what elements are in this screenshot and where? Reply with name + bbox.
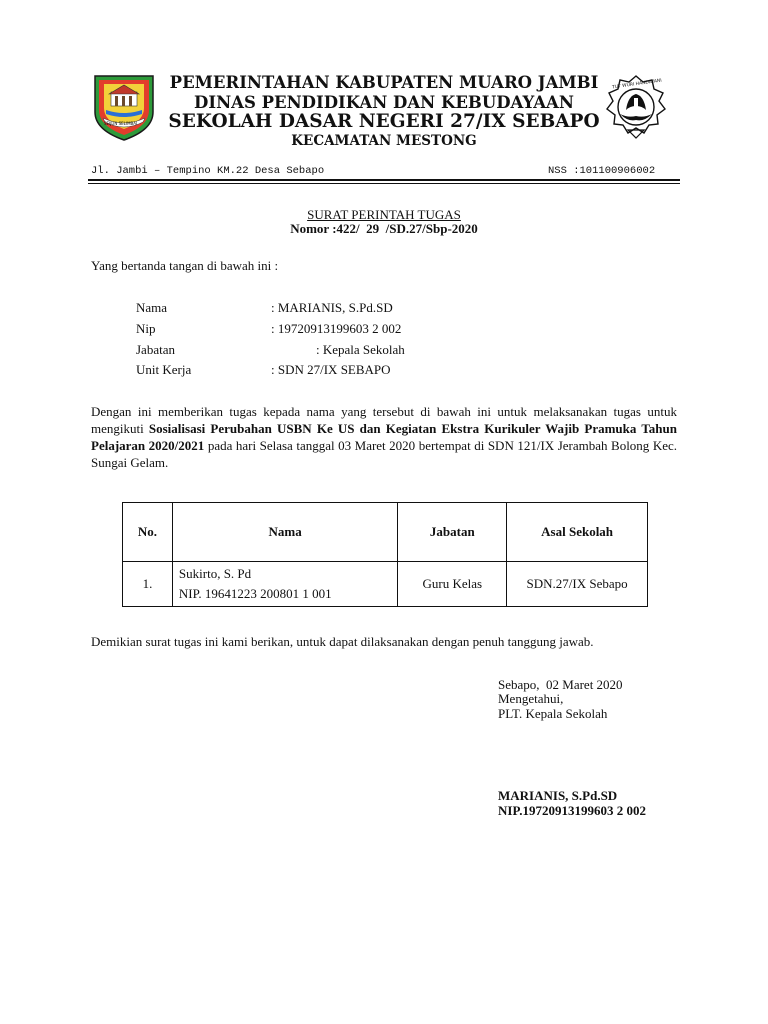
signer-nip-value: : 19720913199603 2 002 (271, 321, 402, 336)
signature-nip: NIP.19720913199603 2 002 (498, 803, 646, 818)
row-no: 1. (123, 562, 173, 607)
assignment-paragraph (91, 403, 677, 471)
letter-number: Nomor :422/ 29 /SD.27/Sbp-2020 (290, 221, 478, 236)
signature-place-date: Sebapo, 02 Maret 2020 (498, 677, 623, 692)
signer-position-label: Jabatan (136, 342, 175, 357)
closing-text: Demikian surat tugas ini kami berikan, untuk dapat dilaksanakan dengan penuh tanggung jawab. (91, 634, 594, 649)
letterhead-school-name: SEKOLAH DASAR NEGERI 27/IX SEBAPO (168, 111, 600, 132)
tut-wuri-handayani-ribbon-text: TUT WURI HANDAYANI (611, 78, 663, 91)
row-nama: Sukirto, S. Pd (178, 566, 252, 581)
header-no: No. (123, 503, 173, 562)
signer-name-label: Nama (136, 300, 168, 315)
regency-logo-ribbon-text: SEIJUN SELIMBAI (104, 121, 138, 126)
row-asal-sekolah: SDN.27/IX Sebapo (507, 562, 648, 607)
assignment-text-start: Dengan ini memberikan tugas kepada nama yang tersebut di bawah ini untuk melaksanakan tugas untuk mengikuti (91, 404, 677, 436)
row-nip: NIP. 19641223 200801 1 001 (178, 586, 332, 601)
header-jabatan: Jabatan (398, 503, 507, 562)
signer-unit-label: Unit Kerja (136, 362, 192, 377)
letterhead-rule-thick (88, 179, 680, 181)
intro-text: Yang bertanda tangan di bawah ini : (91, 258, 279, 273)
school-nss: NSS :101100906002 (548, 165, 656, 177)
school-address: Jl. Jambi – Tempino KM.22 Desa Sebapo (91, 165, 325, 177)
assignment-event-name: Sosialisasi Perubahan USBN Ke US dan Kegiatan Ekstra Kurikuler Wajib Pramuka Tahun Pelajaran 2020/2021 (91, 421, 677, 453)
letterhead-government: PEMERINTAHAN KABUPATEN MUARO JAMBI (169, 73, 599, 92)
row-nama-cell (172, 562, 398, 607)
signature-name: MARIANIS, S.Pd.SD (498, 788, 618, 803)
letterhead-district: KECAMATAN MESTONG (291, 133, 477, 149)
letter-title: SURAT PERINTAH TUGAS (307, 207, 461, 222)
letterhead-department: DINAS PENDIDIKAN DAN KEBUDAYAAN (194, 93, 574, 112)
header-nama: Nama (172, 503, 398, 562)
signer-name-value: : MARIANIS, S.Pd.SD (271, 300, 393, 315)
row-jabatan: Guru Kelas (398, 562, 507, 607)
table-header-row (123, 503, 648, 562)
letterhead-rule-thin (88, 183, 680, 184)
signer-nip-label: Nip (136, 321, 156, 336)
signature-role: PLT. Kepala Sekolah (498, 706, 608, 721)
assignee-table (122, 502, 648, 607)
assignment-text-end: pada hari Selasa tanggal 03 Maret 2020 bertempat di SDN 121/IX Jerambah Bolong Kec. Sungai Gelam. (91, 438, 678, 470)
signer-position-value: : Kepala Sekolah (316, 342, 405, 357)
header-asal-sekolah: Asal Sekolah (507, 503, 648, 562)
signer-unit-value: : SDN 27/IX SEBAPO (271, 362, 391, 377)
table-row (123, 562, 648, 607)
signature-acknowledged: Mengetahui, (498, 691, 564, 706)
